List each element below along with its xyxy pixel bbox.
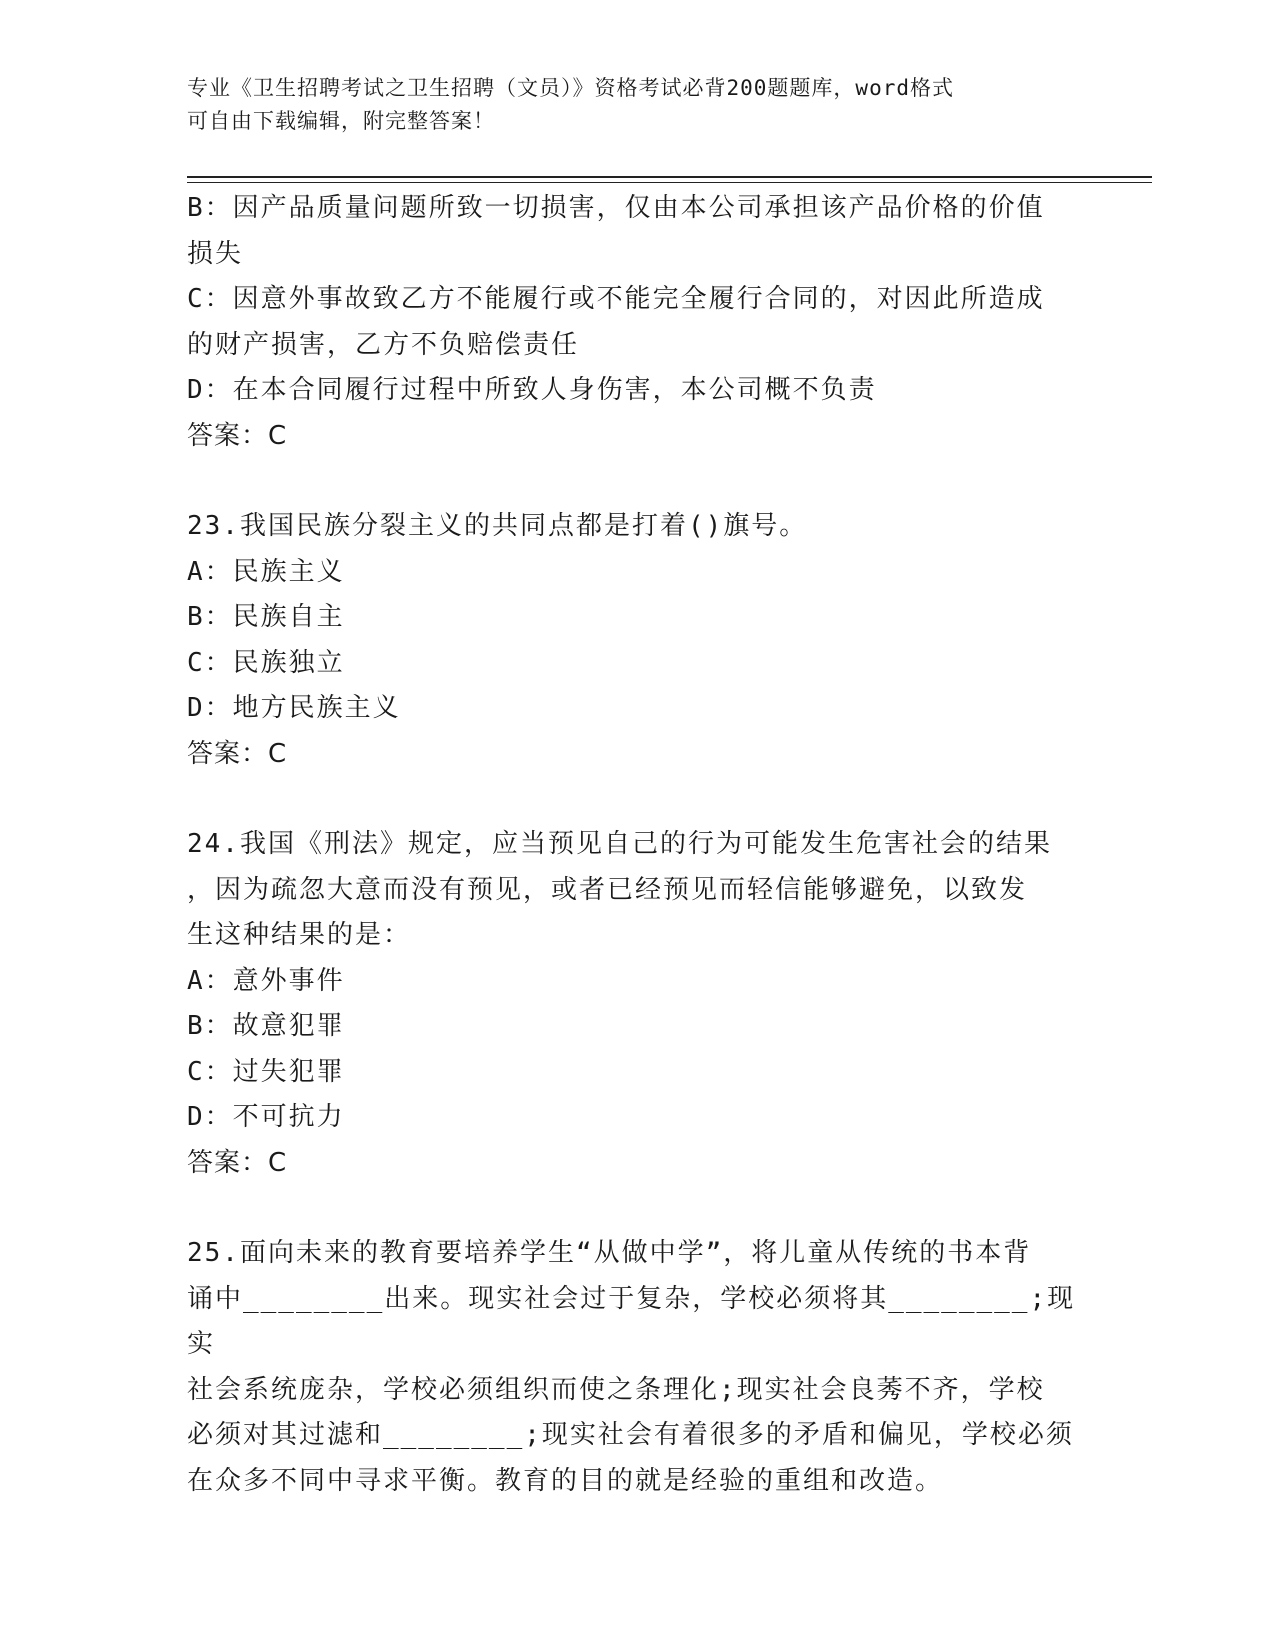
header-divider-thick [187, 176, 1152, 178]
spacer [187, 777, 1087, 822]
question-25 [187, 1231, 1087, 1504]
document-body [187, 186, 1087, 1504]
option-line: B：因产品质量问题所致一切损害，仅由本公司承担该产品价格的价值 [187, 193, 1045, 223]
question-22-continued [187, 186, 1087, 459]
question-stem: 社会系统庞杂，学校必须组织而使之条理化;现实社会良莠不齐，学校 [187, 1374, 1045, 1405]
question-stem: ，因为疏忽大意而没有预见，或者已经预见而轻信能够避免，以致发 [187, 874, 1028, 905]
option-c: C：民族独立 [187, 647, 345, 678]
question-stem: 在众多不同中寻求平衡。教育的目的就是经验的重组和改造。 [187, 1465, 944, 1496]
option-line: D：在本合同履行过程中所致人身伤害，本公司概不负责 [187, 375, 877, 405]
answer-line: 答案：C [187, 738, 288, 769]
option-a: A：民族主义 [187, 556, 345, 587]
option-c: C：过失犯罪 [187, 1056, 345, 1087]
question-stem: 24.我国《刑法》规定，应当预见自己的行为可能发生危害社会的结果 [187, 829, 1052, 859]
answer-line: 答案：C [187, 420, 288, 451]
header-line-1: 专业《卫生招聘考试之卫生招聘（文员）》资格考试必背200题题库，word格式 [187, 76, 954, 100]
question-23 [187, 504, 1087, 777]
option-b: B：民族自主 [187, 602, 345, 632]
option-line: 的财产损害，乙方不负赔偿责任 [187, 329, 580, 360]
spacer [187, 459, 1087, 504]
header-line-2: 可自由下载编辑，附完整答案！ [187, 109, 495, 133]
option-line: C：因意外事故致乙方不能履行或不能完全履行合同的，对因此所造成 [187, 284, 1045, 314]
question-24 [187, 822, 1087, 1186]
question-stem: 生这种结果的是： [187, 920, 412, 950]
option-a: A：意外事件 [187, 965, 345, 996]
option-b: B：故意犯罪 [187, 1011, 345, 1041]
header-divider-thin [187, 182, 1152, 183]
question-stem: 诵中________出来。现实社会过于复杂，学校必须将其________;现实 [187, 1283, 1076, 1359]
option-d: D：不可抗力 [187, 1102, 345, 1132]
document-header [187, 72, 1067, 138]
option-d: D：地方民族主义 [187, 693, 401, 723]
spacer [187, 1186, 1087, 1231]
option-line: 损失 [187, 238, 244, 269]
answer-line: 答案：C [187, 1147, 288, 1178]
question-stem: 25.面向未来的教育要培养学生“从做中学”，将儿童从传统的书本背 [187, 1238, 1032, 1268]
question-stem: 23.我国民族分裂主义的共同点都是打着()旗号。 [187, 511, 808, 541]
question-stem: 必须对其过滤和________;现实社会有着很多的矛盾和偏见，学校必须 [187, 1420, 1074, 1450]
